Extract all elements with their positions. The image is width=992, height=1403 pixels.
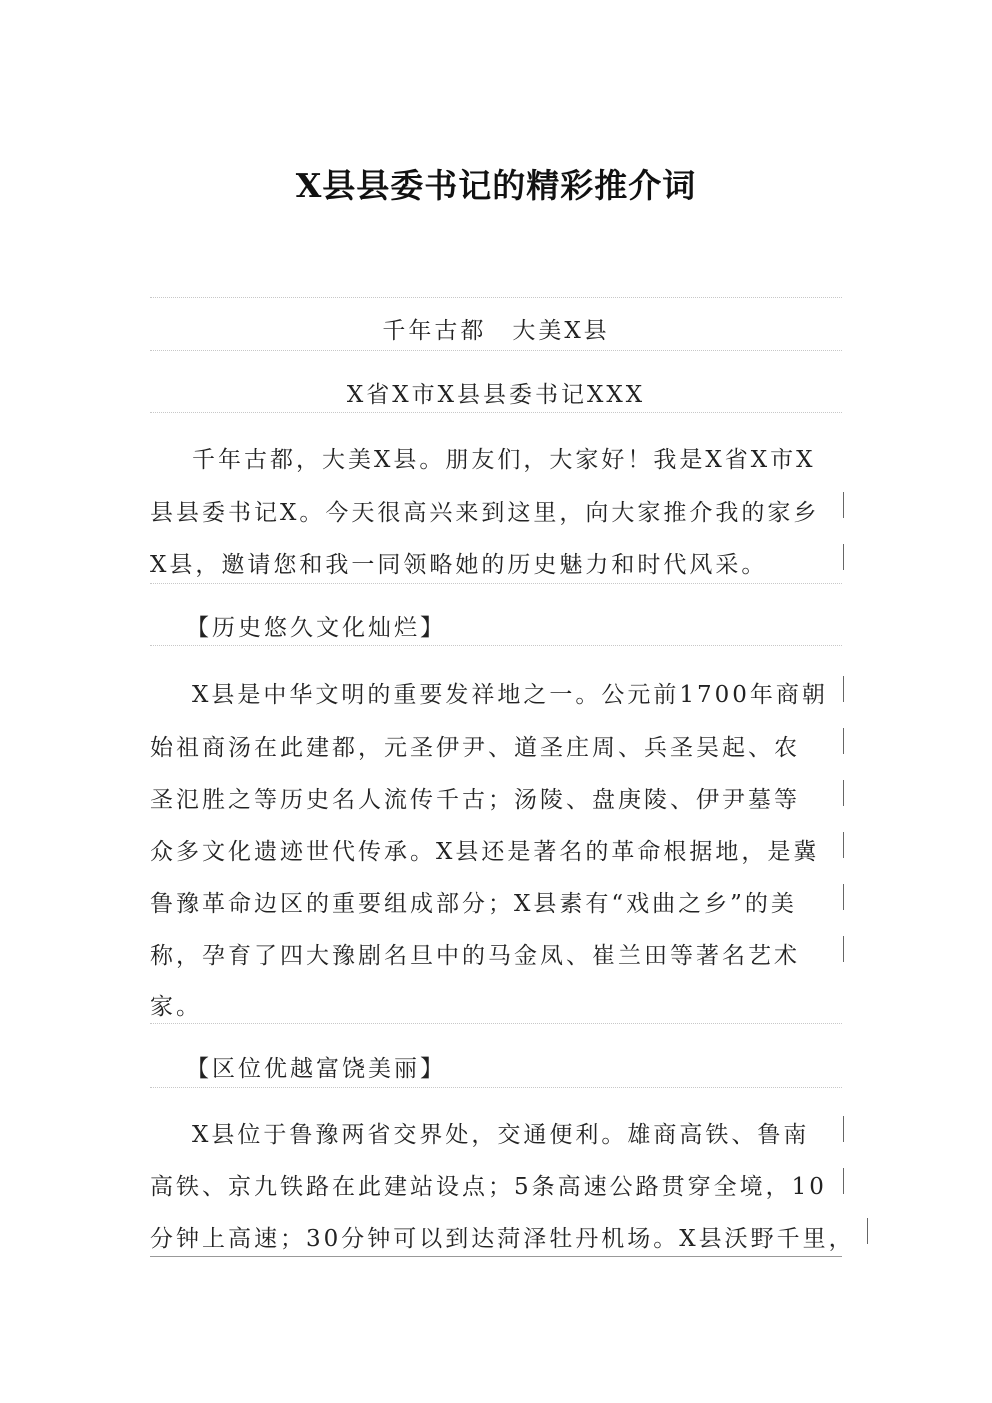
line-end-mark [843,936,844,962]
history-line: 始祖商汤在此建都，元圣伊尹、道圣庄周、兵圣吴起、农 [150,735,800,761]
divider [150,645,842,646]
line-end-mark [843,780,844,806]
section-heading-location: 【区位优越富饶美丽】 [186,1056,446,1082]
line-end-mark [843,544,844,570]
line-end-mark [843,884,844,910]
line-end-mark [843,492,844,518]
line-end-mark [843,728,844,754]
section-heading-history: 【历史悠久文化灿烂】 [186,615,446,641]
line-end-mark [843,676,844,702]
divider [150,583,842,584]
history-line: 圣氾胜之等历史名人流传千古；汤陵、盘庚陵、伊尹墓等 [150,787,800,813]
document-title: X县县委书记的精彩推介词 [295,166,697,205]
line-end-mark [867,1218,868,1244]
location-line: 分钟上高速；30分钟可以到达菏泽牡丹机场。X县沃野千里， [150,1226,855,1252]
history-line: 称，孕育了四大豫剧名旦中的马金凤、崔兰田等著名艺术 [150,943,800,969]
divider [150,350,842,351]
history-line: 众多文化遗迹世代传承。X县还是著名的革命根据地，是冀 [150,839,820,865]
intro-line: X县，邀请您和我一同领略她的历史魅力和时代风采。 [150,552,768,578]
location-line: 高铁、京九铁路在此建站设点；5条高速公路贯穿全境，10 [150,1174,827,1200]
divider [150,1023,842,1024]
divider [150,1087,842,1088]
history-line: 鲁豫革命边区的重要组成部分；X县素有“戏曲之乡”的美 [150,891,797,917]
divider [150,297,842,298]
intro-line: 千年古都，大美X县。朋友们，大家好！我是X省X市X [192,447,816,473]
intro-line: 县县委书记X。今天很高兴来到这里，向大家推介我的家乡 [150,500,820,526]
line-end-mark [843,832,844,858]
history-line: X县是中华文明的重要发祥地之一。公元前1700年商朝 [192,682,828,708]
line-end-mark [843,1116,844,1142]
line-end-mark [843,1168,844,1194]
subtitle: 千年古都 大美X县 [382,318,610,344]
history-line: 家。 [150,994,202,1020]
divider [150,1256,842,1257]
divider [150,412,842,413]
location-line: X县位于鲁豫两省交界处，交通便利。雄商高铁、鲁南 [192,1122,810,1148]
author-line: X省X市X县县委书记XXX [346,382,646,408]
